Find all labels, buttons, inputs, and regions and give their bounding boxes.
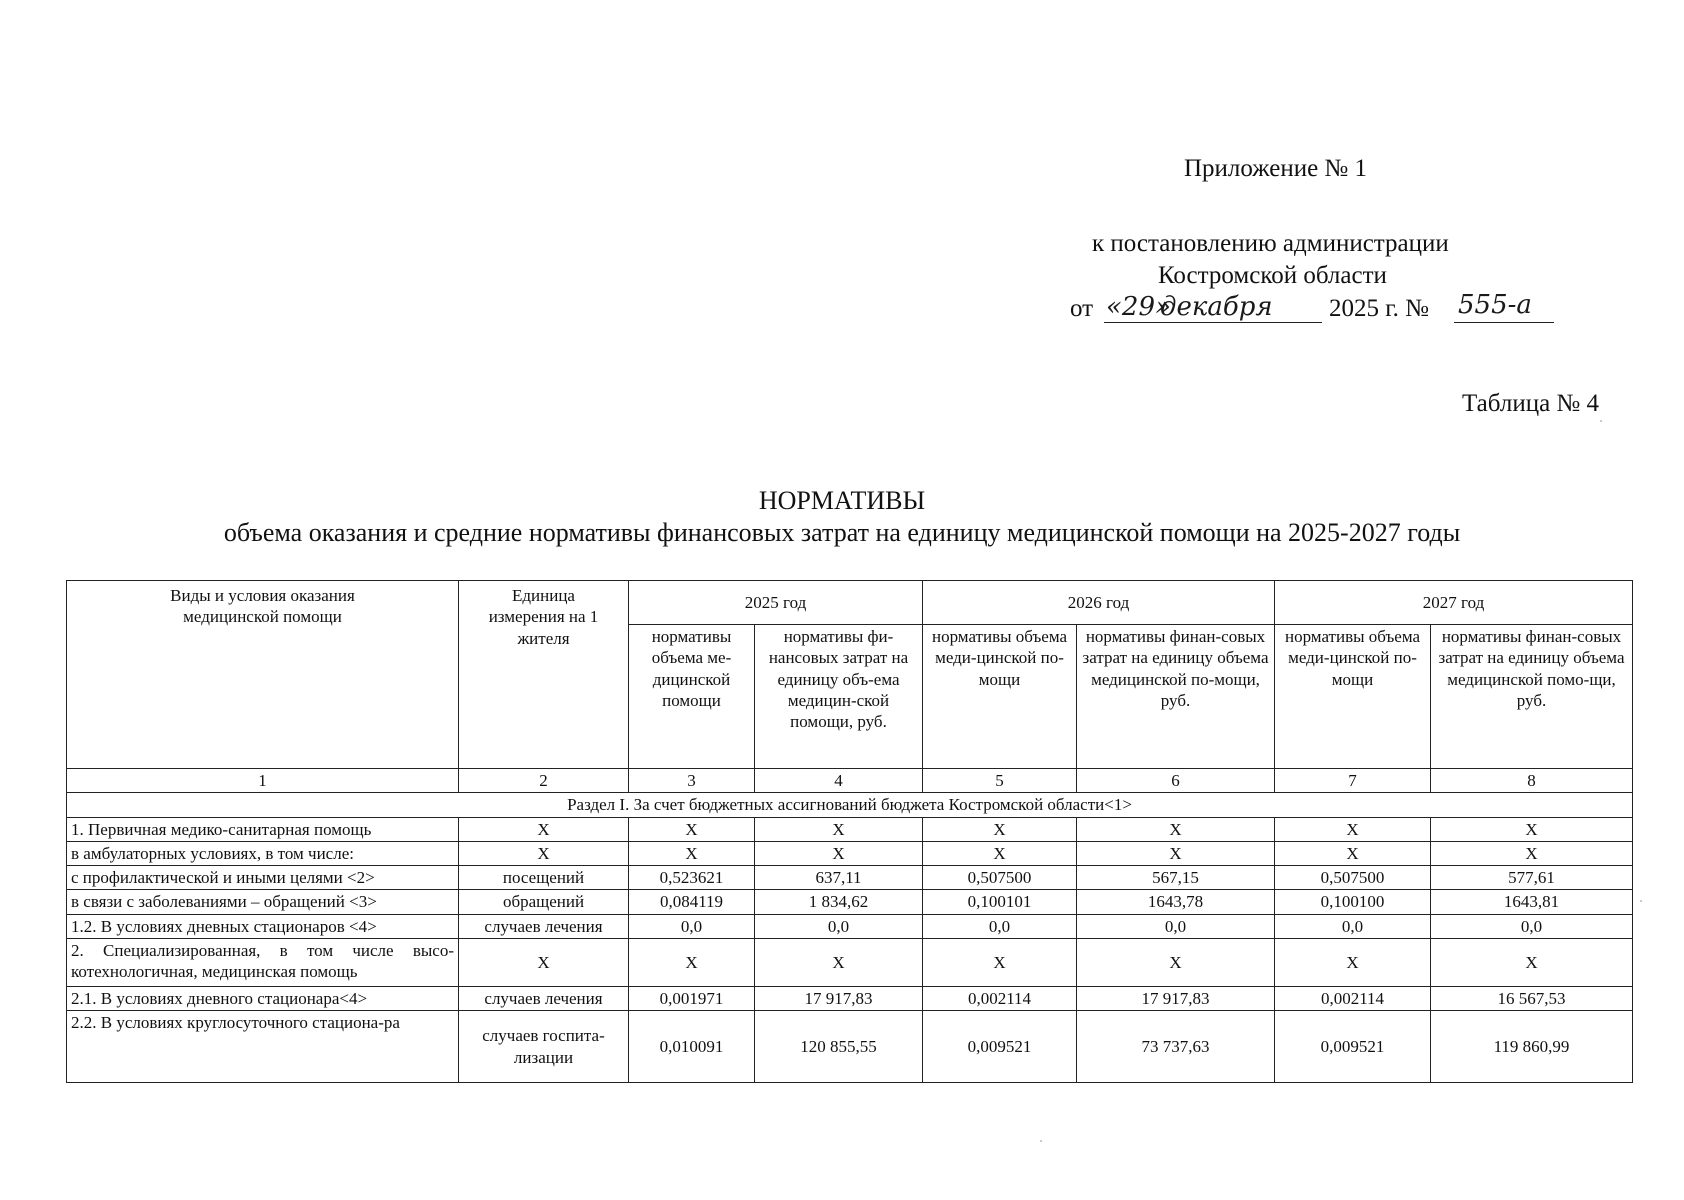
date-day-handwritten: «29» <box>1106 292 1171 322</box>
cell-value: Х <box>629 938 755 986</box>
row-unit: обращений <box>459 890 629 914</box>
column-number: 7 <box>1275 769 1431 793</box>
cell-value: 0,100101 <box>923 890 1077 914</box>
row-unit: Х <box>459 817 629 841</box>
cell-value: 1643,81 <box>1431 890 1633 914</box>
row-label: в связи с заболеваниями – обращений <3> <box>67 890 459 914</box>
column-number: 3 <box>629 769 755 793</box>
doc-title: НОРМАТИВЫ <box>758 486 926 515</box>
table-row <box>67 914 1633 938</box>
decree-line-1: к постановлению администрации <box>1092 230 1449 257</box>
row-label: 2.1. В условиях дневного стационара<4> <box>67 986 459 1010</box>
cell-value: 0,009521 <box>923 1011 1077 1083</box>
normatives-table <box>66 580 1633 1083</box>
cell-value: 0,002114 <box>1275 986 1431 1010</box>
cell-value: Х <box>1275 817 1431 841</box>
subheader-volume-2027: нормативы объема меди-цинской по-мощи <box>1275 625 1431 769</box>
doc-subtitle: объема оказания и средние нормативы финансовых затрат на единицу медицинской помощи на 2025-2027 годы <box>223 518 1461 547</box>
subheader-cost-2025: нормативы фи-нансовых затрат на единицу объ-ема медицин-ской помощи, руб. <box>755 625 923 769</box>
row-unit: случаев лечения <box>459 986 629 1010</box>
cell-value: 120 855,55 <box>755 1011 923 1083</box>
column-number: 6 <box>1077 769 1275 793</box>
column-number-row <box>67 769 1633 793</box>
cell-value: Х <box>755 817 923 841</box>
row-label: с профилактической и иными целями <2> <box>67 866 459 890</box>
cell-value: Х <box>755 938 923 986</box>
col-header-unit: Единица измерения на 1 жителя <box>459 581 629 769</box>
cell-value: 73 737,63 <box>1077 1011 1275 1083</box>
row-label: 2.2. В условиях круглосуточного стациона-ра <box>67 1011 459 1083</box>
cell-value: 119 860,99 <box>1431 1011 1633 1083</box>
number-underline <box>1454 322 1554 323</box>
table-row <box>67 890 1633 914</box>
row-unit: случаев госпита-лизации <box>459 1011 629 1083</box>
subheader-cost-2026: нормативы финан-совых затрат на единицу объема медицинской по-мощи, руб. <box>1077 625 1275 769</box>
cell-value: Х <box>923 938 1077 986</box>
doc-number-handwritten: 555-а <box>1458 290 1532 320</box>
subheader-volume-2025: нормативы объема ме-дицинской помощи <box>629 625 755 769</box>
row-label: 1. Первичная медико-санитарная помощь <box>67 817 459 841</box>
cell-value: Х <box>1275 938 1431 986</box>
cell-value: Х <box>1077 841 1275 865</box>
cell-value: Х <box>1431 841 1633 865</box>
section-heading: Раздел I. За счет бюджетных ассигнований бюджета Костромской области<1> <box>67 793 1633 817</box>
cell-value: 16 567,53 <box>1431 986 1633 1010</box>
cell-value: Х <box>629 817 755 841</box>
year-header-2026: 2026 год <box>923 581 1275 625</box>
cell-value: 0,001971 <box>629 986 755 1010</box>
cell-value: 637,11 <box>755 866 923 890</box>
table-row <box>67 986 1633 1010</box>
scan-speck <box>1600 420 1602 422</box>
decree-line-2: Костромской области <box>1158 262 1387 289</box>
column-number: 2 <box>459 769 629 793</box>
column-number: 4 <box>755 769 923 793</box>
table-row <box>67 841 1633 865</box>
cell-value: Х <box>1275 841 1431 865</box>
row-unit: случаев лечения <box>459 914 629 938</box>
cell-value: 0,084119 <box>629 890 755 914</box>
cell-value: 0,507500 <box>1275 866 1431 890</box>
year-header-2027: 2027 год <box>1275 581 1633 625</box>
appendix-label: Приложение № 1 <box>1184 155 1368 182</box>
scan-speck <box>1640 900 1642 902</box>
cell-value: 0,009521 <box>1275 1011 1431 1083</box>
cell-value: 0,523621 <box>629 866 755 890</box>
cell-value: 0,0 <box>1275 914 1431 938</box>
date-prefix: от <box>1070 295 1094 322</box>
table-row <box>67 938 1633 986</box>
cell-value: Х <box>923 817 1077 841</box>
column-number: 5 <box>923 769 1077 793</box>
table-label: Таблица № 4 <box>1462 390 1600 417</box>
row-label: 1.2. В условиях дневных стационаров <4> <box>67 914 459 938</box>
cell-value: 0,100100 <box>1275 890 1431 914</box>
cell-value: 1643,78 <box>1077 890 1275 914</box>
cell-value: Х <box>755 841 923 865</box>
cell-value: 0,507500 <box>923 866 1077 890</box>
cell-value: 0,010091 <box>629 1011 755 1083</box>
cell-value: Х <box>1431 938 1633 986</box>
cell-value: Х <box>923 841 1077 865</box>
cell-value: 17 917,83 <box>1077 986 1275 1010</box>
date-underline <box>1104 322 1322 323</box>
scan-speck <box>1040 1140 1042 1142</box>
row-unit: Х <box>459 841 629 865</box>
column-number: 8 <box>1431 769 1633 793</box>
column-number: 1 <box>67 769 459 793</box>
cell-value: 0,0 <box>923 914 1077 938</box>
cell-value: 17 917,83 <box>755 986 923 1010</box>
cell-value: 567,15 <box>1077 866 1275 890</box>
cell-value: 0,0 <box>629 914 755 938</box>
cell-value: 0,0 <box>1431 914 1633 938</box>
row-unit: Х <box>459 938 629 986</box>
date-year: 2025 г. № <box>1329 295 1430 322</box>
row-label: 2. Специализированная, в том числе высо-котехнологичная, медицинская помощь <box>67 938 459 986</box>
row-label: в амбулаторных условиях, в том числе: <box>67 841 459 865</box>
table-row <box>67 866 1633 890</box>
col-header-kinds: Виды и условия оказания медицинской помощи <box>67 581 459 769</box>
cell-value: Х <box>1077 938 1275 986</box>
subheader-volume-2026: нормативы объема меди-цинской по-мощи <box>923 625 1077 769</box>
year-header-2025: 2025 год <box>629 581 923 625</box>
cell-value: Х <box>1077 817 1275 841</box>
date-month-handwritten: декабря <box>1160 292 1273 322</box>
cell-value: 0,0 <box>1077 914 1275 938</box>
cell-value: 577,61 <box>1431 866 1633 890</box>
cell-value: 0,002114 <box>923 986 1077 1010</box>
cell-value: 1 834,62 <box>755 890 923 914</box>
cell-value: Х <box>629 841 755 865</box>
row-unit: посещений <box>459 866 629 890</box>
cell-value: Х <box>1431 817 1633 841</box>
table-row <box>67 1011 1633 1083</box>
table-row <box>67 817 1633 841</box>
subheader-cost-2027: нормативы финан-совых затрат на единицу объема медицинской помо-щи, руб. <box>1431 625 1633 769</box>
cell-value: 0,0 <box>755 914 923 938</box>
